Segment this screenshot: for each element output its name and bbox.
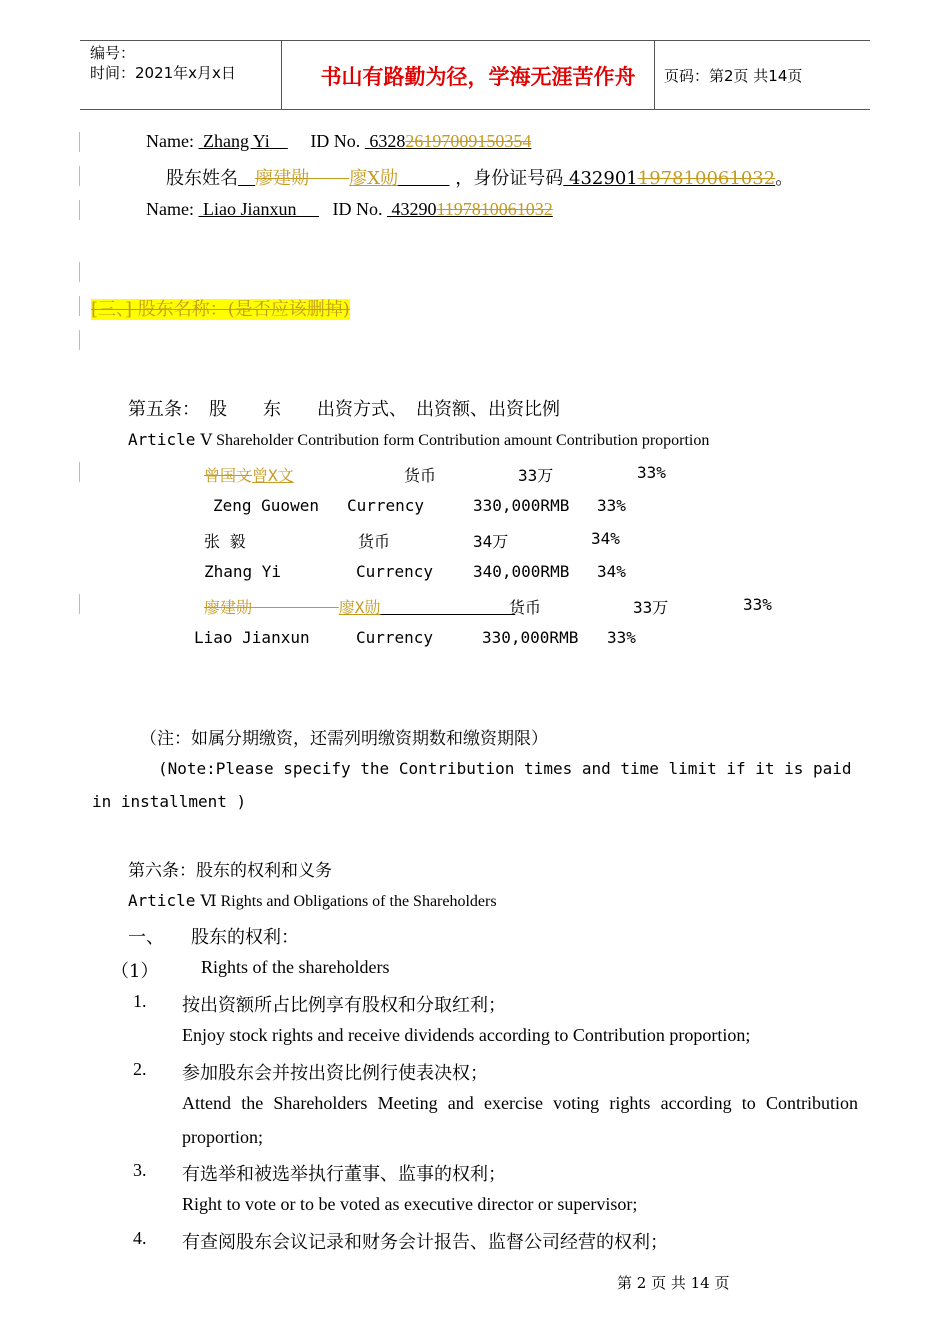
header-motto: 书山有路勤为径，学海无涯苦作舟 bbox=[320, 65, 636, 89]
note-en-line1: (Note:Please specify the Contribution times and time limit if it is paid bbox=[158, 759, 852, 778]
table-cell-name: Liao Jianxun bbox=[194, 628, 310, 647]
section1-num: 一、 bbox=[128, 927, 164, 948]
header-meta bbox=[90, 43, 236, 83]
list-item-cn: 参加股东会并按出资比例行使表决权； bbox=[182, 1063, 488, 1084]
list-item-en: Right to vote or to be voted as executive director or supervisor; bbox=[182, 1194, 638, 1214]
section1-en-num: （1） bbox=[111, 961, 159, 982]
section1-title-cn: 股东的权利： bbox=[191, 927, 299, 948]
table-cell-name: 廖建勋 廖X勋 bbox=[204, 598, 381, 617]
table-cell-form: 货币 bbox=[509, 598, 542, 617]
table-cell-form: 货币 bbox=[404, 466, 437, 485]
table-cell-name: Zhang Yi bbox=[204, 562, 282, 581]
table-cell-amount: 34万 bbox=[473, 532, 509, 551]
list-item-en: Enjoy stock rights and receive dividends according to Contribution proportion; bbox=[182, 1025, 751, 1045]
list-item-en-cont: proportion; bbox=[182, 1127, 263, 1147]
table-cell-amount: 33万 bbox=[518, 466, 554, 485]
inserted-text: 廖X勋 bbox=[349, 168, 399, 189]
zhang-id-line: Name: Zhang Yi ID No. 632826197009150354 bbox=[146, 131, 532, 151]
deleted-text: 廖建勋 bbox=[255, 168, 310, 189]
table-cell-ratio: 34% bbox=[591, 529, 620, 548]
table-cell-ratio: 33% bbox=[607, 628, 636, 647]
liao-id-number: 432901197810061032 bbox=[391, 199, 553, 219]
liao-cn-line: 股东姓名 廖建勋 廖X勋 ，身份证号码 432901197810061032。 bbox=[166, 168, 794, 189]
document-date: 时间：2021年x月x日 bbox=[90, 64, 236, 82]
table-cell-ratio: 33% bbox=[597, 496, 626, 515]
table-cell-amount: 330,000RMB bbox=[482, 628, 579, 647]
table-cell-ratio: 33% bbox=[743, 595, 772, 614]
article5-title-cn: 第五条： 股 东 出资方式、 出资额、出资比例 bbox=[128, 399, 560, 420]
table-cell-form: Currency bbox=[347, 496, 425, 515]
page-header bbox=[80, 40, 870, 110]
list-item-num: 1. bbox=[133, 991, 147, 1011]
note-en-line2: in installment ) bbox=[92, 792, 247, 811]
zhang-name: Zhang Yi bbox=[202, 131, 270, 151]
article6-title-cn: 第六条：股东的权利和义务 bbox=[128, 861, 332, 881]
liao-name: Liao Jianxun bbox=[202, 199, 297, 219]
list-item-num: 2. bbox=[133, 1059, 147, 1079]
deleted-text: 197810061032 bbox=[637, 168, 776, 189]
deleted-text: 26197009150354 bbox=[405, 131, 532, 151]
page-footer: 第 2 页 共 14 页 bbox=[617, 1274, 730, 1292]
table-cell-ratio: 34% bbox=[597, 562, 626, 581]
header-page-info: 页码：第2页 共14页 bbox=[664, 67, 803, 85]
list-item-cn: 按出资额所占比例享有股权和分取红利； bbox=[182, 995, 506, 1016]
deleted-text: 1197810061032 bbox=[436, 199, 553, 219]
section1-title-en: Rights of the shareholders bbox=[201, 957, 390, 977]
table-cell-form: 货币 bbox=[358, 532, 391, 551]
list-item-en: Attend the Shareholders Meeting and exercise voting rights according to Contribution bbox=[182, 1093, 858, 1113]
table-cell-name: 张 毅 bbox=[204, 532, 246, 551]
liao-id-line: Name: Liao Jianxun ID No. 432901197810061032 bbox=[146, 199, 553, 219]
table-cell-name: 曾国文曾X文 bbox=[204, 466, 294, 485]
table-cell-amount: 330,000RMB bbox=[473, 496, 570, 515]
deleted-heading: [三、] 股东名称：(是否应该删掉) bbox=[91, 299, 350, 320]
list-item-cn: 有选举和被选举执行董事、监事的权利； bbox=[182, 1164, 506, 1185]
list-item-cn: 有查阅股东会议记录和财务会计报告、监督公司经营的权利； bbox=[182, 1232, 668, 1253]
table-cell-amount: 340,000RMB bbox=[473, 562, 570, 581]
table-cell-form: Currency bbox=[356, 562, 434, 581]
table-cell-name: Zeng Guowen bbox=[213, 496, 319, 515]
article5-title-en: Article Ⅴ Shareholder Contribution form Contribution amount Contribution proportion bbox=[128, 430, 710, 449]
table-cell-amount: 33万 bbox=[633, 598, 669, 617]
document-number-label: 编号： bbox=[90, 44, 136, 62]
table-cell-ratio: 33% bbox=[637, 463, 666, 482]
article6-title-en: Article Ⅵ Rights and Obligations of the Shareholders bbox=[128, 891, 497, 910]
zhang-id-number: 632826197009150354 bbox=[369, 131, 532, 151]
list-item-num: 3. bbox=[133, 1160, 147, 1180]
table-cell-form: Currency bbox=[356, 628, 434, 647]
list-item-num: 4. bbox=[133, 1228, 147, 1248]
note-cn: （注：如属分期缴资，还需列明缴资期数和缴资期限） bbox=[140, 729, 548, 749]
